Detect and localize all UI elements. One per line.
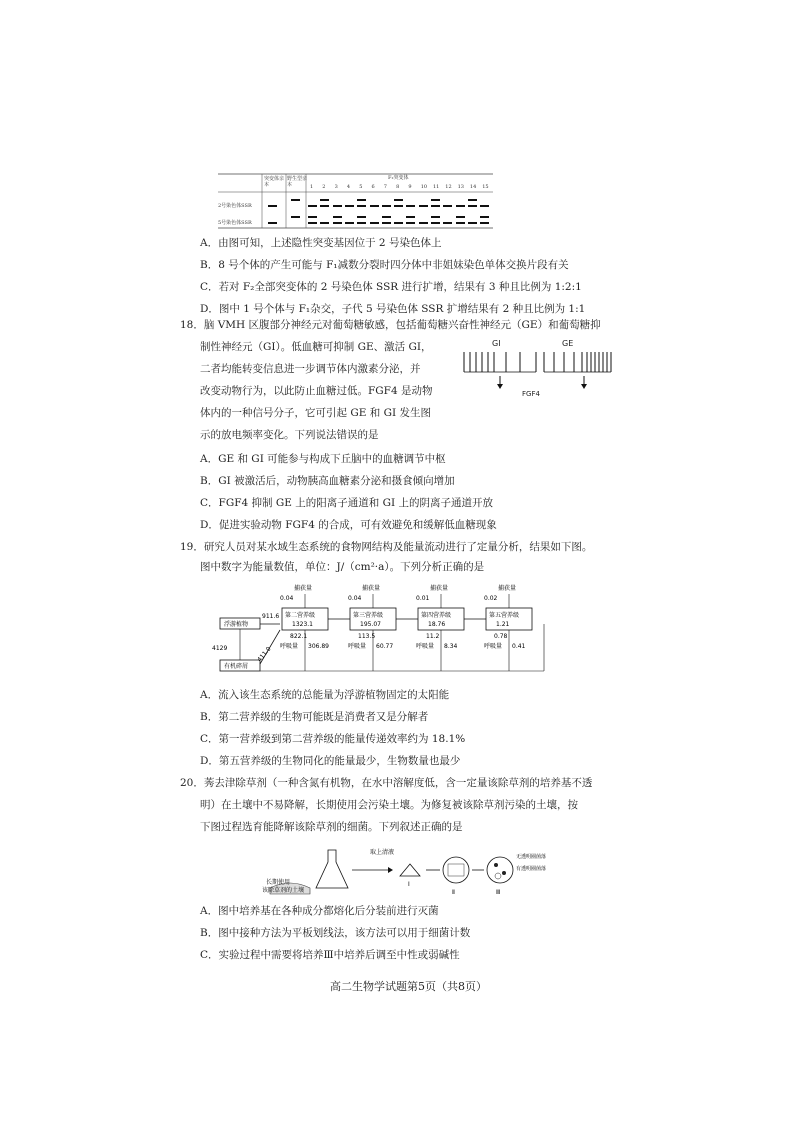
label-i: Ⅰ bbox=[408, 881, 410, 888]
l2-catch-label: 捕获量 bbox=[294, 585, 313, 592]
band-f2-chr5-4 bbox=[345, 222, 354, 224]
q18-stem-1: 18．脑 VMH 区腹部分神经元对葡萄糖敏感，包括葡萄糖兴奋性神经元（GE）和葡萄糖抑 bbox=[180, 319, 601, 331]
streak-pattern bbox=[448, 864, 464, 876]
band-f2-chr5-11 bbox=[431, 222, 440, 224]
f2-number-3: 3 bbox=[334, 184, 338, 190]
q20-stem-2: 明）在土壤中不易降解，长期使用会污染土壤。为修复被该除草剂污染的土壤，按 bbox=[200, 799, 578, 811]
f2-number-1: 1 bbox=[310, 184, 314, 190]
band-f2-chr5-upper-15 bbox=[480, 216, 489, 218]
gi-label: GI bbox=[492, 339, 501, 348]
label-iii: Ⅲ bbox=[496, 889, 501, 896]
q20-option-b: B．图中接种方法为平板划线法，该方法可以用于细菌计数 bbox=[200, 927, 471, 939]
band-f2-chr5-6 bbox=[370, 222, 379, 224]
q18-option-d: D．促进实验动物 FGF4 的合成，可有效避免和缓解低血糖现象 bbox=[200, 519, 497, 531]
f2-number-9: 9 bbox=[408, 184, 412, 190]
band-f2-chr2-15 bbox=[480, 205, 489, 207]
band-f2-chr5-1 bbox=[308, 222, 317, 224]
detritus-to-l2-arrow bbox=[260, 630, 280, 664]
screening-svg bbox=[260, 840, 560, 900]
q18-stem-4: 改变动物行为，以此防止血糖过低。FGF4 是动物 bbox=[200, 385, 433, 397]
l3-resp-label: 呼吸量 bbox=[348, 643, 367, 650]
f2-number-2: 2 bbox=[322, 184, 326, 190]
band-f2-chr2-8 bbox=[394, 205, 403, 207]
value-411: 411.0 bbox=[256, 645, 273, 664]
band-f2-chr2-13 bbox=[456, 205, 465, 207]
l2-resp-label: 呼吸量 bbox=[280, 643, 299, 650]
q20-stem-1: 20．莠去津除草剂（一种含氮有机物，在水中溶解度低，含一定量该除草剂的培养基不透 bbox=[180, 777, 593, 789]
l2-value: 1323.1 bbox=[292, 621, 313, 628]
band-f2-chr2-14 bbox=[468, 205, 477, 207]
l5-down-value: 0.78 bbox=[494, 633, 508, 640]
l2-label: 第二营养级 bbox=[285, 612, 316, 619]
band-f2-chr5-2 bbox=[320, 222, 329, 224]
band-wild-chr5 bbox=[291, 216, 300, 218]
q18-stem-5: 体内的一种信号分子，它可引起 GE 和 GI 发生图 bbox=[200, 407, 431, 419]
dish-i bbox=[400, 864, 420, 876]
band-f2-chr2-upper-2 bbox=[320, 199, 329, 201]
band-f2-chr2-10 bbox=[419, 205, 428, 207]
l3-resp-value: 60.77 bbox=[376, 643, 394, 650]
phyto-label: 浮游植物 bbox=[224, 621, 249, 628]
label-ii: Ⅱ bbox=[452, 889, 455, 896]
arrowhead-1 bbox=[388, 867, 393, 873]
band-f2-chr5-upper-5 bbox=[357, 216, 366, 218]
f2-number-13: 13 bbox=[457, 184, 464, 190]
band-f2-chr2-2 bbox=[320, 205, 329, 207]
l5-resp-label: 呼吸量 bbox=[484, 643, 503, 650]
band-f2-chr2-12 bbox=[443, 205, 452, 207]
q20-option-c: C．实验过程中需要将培养Ⅲ中培养后调至中性或弱碱性 bbox=[200, 949, 460, 961]
l5-catch-label: 捕获量 bbox=[498, 585, 517, 592]
q19-option-c: C．第一营养级到第二营养级的能量传递效率约为 18.1% bbox=[200, 733, 466, 745]
col-wild-parent: 野生型亲本 bbox=[287, 176, 308, 188]
gi-spike-train bbox=[464, 352, 536, 372]
f2-number-11: 11 bbox=[433, 184, 440, 190]
band-f2-chr2-upper-5 bbox=[357, 199, 366, 201]
band-f2-chr5-upper-11 bbox=[431, 216, 440, 218]
f2-number-4: 4 bbox=[346, 184, 351, 190]
band-f2-chr5-12 bbox=[443, 222, 452, 224]
f2-number-6: 6 bbox=[371, 184, 375, 190]
band-f2-chr2-upper-11 bbox=[431, 199, 440, 201]
q18-stem-3: 二者均能转变信息进一步调节体内激素分泌，并 bbox=[200, 363, 421, 375]
trophic-levels bbox=[280, 584, 532, 671]
colony-2 bbox=[502, 871, 506, 875]
l4-value: 18.76 bbox=[428, 621, 446, 628]
band-f2-chr5-8 bbox=[394, 222, 403, 224]
l4-resp-value: 8.34 bbox=[444, 643, 458, 650]
q19-option-d: D．第五营养级的生物同化的能量最少，生物数量也最少 bbox=[200, 755, 461, 767]
q18-stem-6: 示的放电频率变化。下列说法错误的是 bbox=[200, 429, 379, 441]
q18-option-b: B．GI 被激活后，动物胰高血糖素分泌和摄食倾向增加 bbox=[200, 475, 455, 487]
q19-option-a: A．流入该生态系统的总能量为浮游植物固定的太阳能 bbox=[200, 689, 450, 701]
band-f2-chr5-upper-9 bbox=[406, 216, 415, 218]
take-supernatant-label: 取上清液 bbox=[370, 849, 395, 856]
band-f2-chr5-14 bbox=[468, 222, 477, 224]
l3-down-value: 113.5 bbox=[358, 633, 376, 640]
page-footer: 高二生物学试题第5页（共8页） bbox=[330, 980, 487, 993]
q18-option-a: A．GE 和 GI 可能参与构成下丘脑中的血糖调节中枢 bbox=[200, 453, 446, 465]
ge-label: GE bbox=[562, 339, 574, 348]
f2-number-12: 12 bbox=[445, 184, 452, 190]
l3-catch-value: 0.04 bbox=[348, 595, 362, 602]
fgf4-firing-figure bbox=[462, 338, 630, 400]
l5-catch-value: 0.02 bbox=[484, 595, 498, 602]
band-f2-chr2-5 bbox=[357, 205, 366, 207]
band-f2-chr5-upper-7 bbox=[382, 216, 391, 218]
energy-flow-diagram bbox=[212, 584, 552, 674]
l3-label: 第三营养级 bbox=[353, 612, 384, 619]
ssr-gel-table bbox=[218, 172, 493, 230]
q19-stem-2: 图中数字为能量数值，单位：J/（cm²·a）。下列分析正确的是 bbox=[200, 561, 485, 573]
l5-label: 第五营养级 bbox=[489, 612, 520, 619]
ge-spike-train bbox=[544, 352, 611, 372]
q20-stem-3: 下图过程选育能降解该除草剂的细菌。下列叙述正确的是 bbox=[200, 821, 463, 833]
q19-option-b: B．第二营养级的生物可能既是消费者又是分解者 bbox=[200, 711, 429, 723]
soil-label-2: 该除草剂的土壤 bbox=[262, 887, 305, 894]
l2-catch-value: 0.04 bbox=[280, 595, 294, 602]
col-mutant-parent: 突变体亲本 bbox=[264, 176, 285, 188]
l5-value: 1.21 bbox=[496, 621, 510, 628]
f2-number-5: 5 bbox=[359, 184, 363, 190]
l4-catch-value: 0.01 bbox=[416, 595, 430, 602]
band-f2-chr2-1 bbox=[308, 205, 317, 207]
band-wild-chr2 bbox=[291, 199, 300, 201]
l5-resp-value: 0.41 bbox=[512, 643, 526, 650]
band-f2-chr2-4 bbox=[345, 205, 354, 207]
q19-stem-1: 19．研究人员对某水域生态系统的食物网结构及能量流动进行了定量分析，结果如下图。 bbox=[180, 541, 593, 553]
colony-1 bbox=[494, 863, 498, 867]
ge-arrowhead bbox=[581, 384, 587, 389]
dish-iii bbox=[487, 857, 513, 883]
band-f2-chr5-upper-1 bbox=[308, 216, 317, 218]
soil-label-1: 长期使用 bbox=[266, 879, 291, 886]
band-f2-chr5-upper-3 bbox=[333, 216, 342, 218]
band-f2-chr5-10 bbox=[419, 222, 428, 224]
band-f2-chr2-6 bbox=[370, 205, 379, 207]
dish-ii bbox=[443, 857, 469, 883]
l3-value: 195.07 bbox=[360, 621, 381, 628]
no-halo-note: 无透明圈菌落 bbox=[516, 854, 547, 860]
halo-note: 有透明圈菌落 bbox=[516, 866, 547, 872]
row-chr2-ssr: 2号染色体SSR bbox=[218, 203, 252, 209]
band-f2-chr2-9 bbox=[406, 205, 415, 207]
l4-resp-label: 呼吸量 bbox=[416, 643, 435, 650]
band-f2-chr5-upper-13 bbox=[456, 216, 465, 218]
band-f2-chr5-7 bbox=[382, 222, 391, 224]
band-f2-chr2-upper-8 bbox=[394, 199, 403, 201]
f2-number-7: 7 bbox=[383, 184, 387, 190]
band-f2-chr5-3 bbox=[333, 222, 342, 224]
fgf4-label: FGF4 bbox=[522, 390, 540, 398]
band-f2-chr2-upper-14 bbox=[468, 199, 477, 201]
value-911: 911.6 bbox=[262, 613, 280, 620]
band-f2-chr5-13 bbox=[456, 222, 465, 224]
q20-option-a: A．图中培养基在各种成分都熔化后分装前进行灭菌 bbox=[200, 905, 439, 917]
q17-option-a: A．由图可知，上述隐性突变基因位于 2 号染色体上 bbox=[200, 237, 442, 249]
band-f2-chr2-3 bbox=[333, 205, 342, 207]
l4-down-value: 11.2 bbox=[426, 633, 440, 640]
l4-catch-label: 捕获量 bbox=[430, 585, 449, 592]
f2-number-15: 15 bbox=[482, 184, 489, 190]
band-mutant-chr5 bbox=[268, 222, 277, 224]
band-f2-chr2-11 bbox=[431, 205, 440, 207]
l2-down-value: 822.1 bbox=[290, 633, 308, 640]
energy-flow-svg bbox=[212, 584, 552, 674]
q18-stem-2: 制性神经元（GI）。低血糖可抑制 GE、激活 GI， bbox=[200, 341, 432, 353]
l3-catch-label: 捕获量 bbox=[362, 585, 381, 592]
bacteria-screening-figure bbox=[260, 840, 560, 900]
q17-option-d: D．图中 1 号个体与 F₁杂交，子代 5 号染色体 SSR 扩增结果有 2 种且比例为 1:1 bbox=[200, 303, 586, 315]
band-f2-chr5-15 bbox=[480, 222, 489, 224]
q18-option-c: C．FGF4 抑制 GE 上的阳离子通道和 GI 上的阴离子通道开放 bbox=[200, 497, 493, 509]
spike-trace-svg bbox=[462, 338, 630, 400]
f2-number-10: 10 bbox=[420, 184, 428, 190]
q17-option-c: C．若对 F₂全部突变体的 2 号染色体 SSR 进行扩增，结果有 3 种且比例为 1:2:1 bbox=[200, 281, 582, 293]
flask bbox=[316, 850, 348, 888]
row-chr5-ssr: 5号染色体SSR bbox=[218, 220, 252, 226]
f2-number-14: 14 bbox=[469, 184, 477, 190]
band-mutant-chr2 bbox=[268, 205, 277, 207]
l4-label: 第四营养级 bbox=[421, 612, 452, 619]
q17-option-b: B．8 号个体的产生可能与 F₁减数分裂时四分体中非姐妹染色单体交换片段有关 bbox=[200, 259, 569, 271]
l2-resp-value: 306.89 bbox=[308, 643, 329, 650]
gi-arrowhead bbox=[497, 384, 503, 389]
col-f2-mutant: F₂突变体 bbox=[388, 175, 409, 181]
colony-halo bbox=[495, 873, 501, 879]
detritus-label: 有机碎屑 bbox=[224, 663, 249, 670]
band-f2-chr5-5 bbox=[357, 222, 366, 224]
f2-number-8: 8 bbox=[396, 184, 400, 190]
band-f2-chr5-9 bbox=[406, 222, 415, 224]
band-f2-chr2-7 bbox=[382, 205, 391, 207]
value-4129: 4129 bbox=[212, 645, 228, 652]
